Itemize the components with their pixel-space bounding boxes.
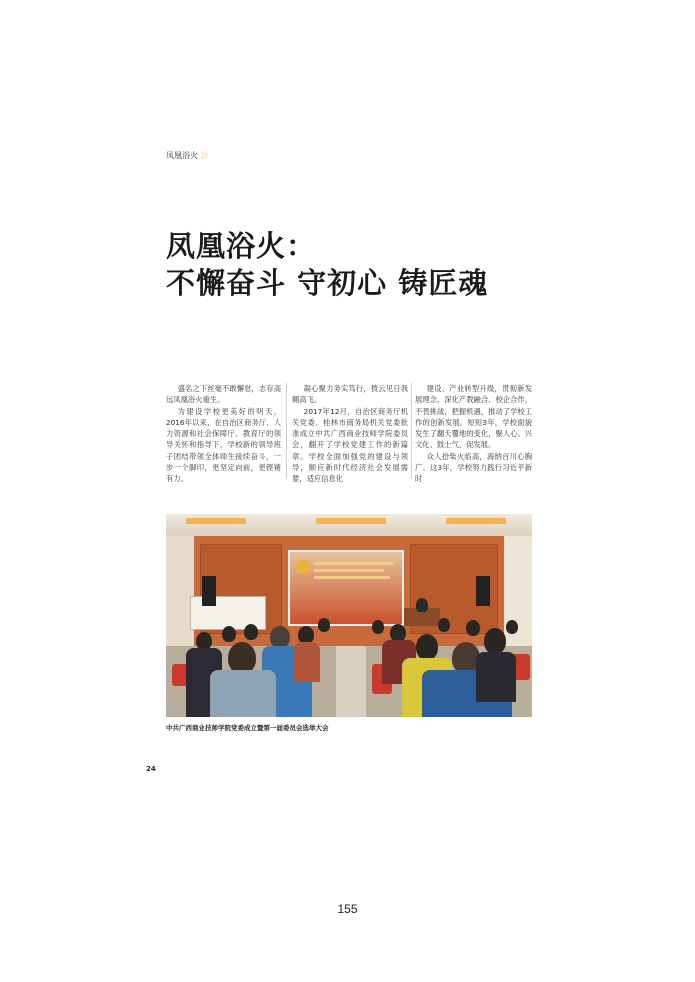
- chevron-icon: 》》: [201, 151, 211, 160]
- paragraph: 为建设学校更美好的明天，2016年以来，在自治区商务厅、人力资源和社会保障厅、教育厅的领导关怀和指导下，学校新的领导班子团结带领全体师生接续奋斗，一步一个脚印，更坚定向前，更铿锵有力。: [166, 406, 281, 484]
- paragraph: 2017年12月，自治区商务厅机关党委、桂林市商务局机关党委批准成立中共广西商业技师学院委员会，翻开了学校党建工作的新篇章。学校全面加强党的建设与领导，顺应新时代经济社会发展需要，适应信息化: [292, 406, 408, 484]
- document-page-number: 155: [337, 902, 358, 916]
- section-tag: [166, 150, 211, 161]
- paragraph: 凝心聚力务实笃行，拨云见日我翱高飞。: [292, 384, 408, 405]
- presenter: [416, 598, 428, 612]
- meeting-photo: [166, 514, 532, 717]
- paragraph: 建设、产业转型升级，贯彻新发展理念，深化产教融合、校企合作，不畏挑战，把握机遇，推动了学校工作的创新发展。短短3年，学校面貌发生了翻天覆地的变化，聚人心、兴文化、鼓士气、促发展。: [415, 384, 532, 450]
- paragraph: 众人拾柴火焰高，海纳百川心胸广。这3年，学校努力践行习近平新时: [415, 451, 532, 484]
- emblem-icon: [296, 560, 310, 574]
- column-divider: [411, 383, 412, 479]
- ceiling-light: [316, 518, 386, 524]
- section-label: 凤凰浴火: [166, 151, 198, 160]
- magazine-page-number: 24: [146, 765, 156, 773]
- title-line-1: 凤凰浴火：: [166, 229, 317, 263]
- ceiling-light: [186, 518, 246, 524]
- aisle: [336, 646, 366, 717]
- photo-caption: 中共广西商业技师学院党委成立暨第一届委员会选举大会: [166, 724, 329, 732]
- text-column-1: [166, 383, 281, 485]
- text-column-3: [415, 383, 532, 485]
- speaker-icon: [202, 576, 216, 606]
- title-line-2: 不懈奋斗 守初心 铸匠魂: [166, 266, 489, 300]
- article-title: [166, 228, 488, 302]
- projection-screen: [288, 550, 404, 626]
- text-column-2: [292, 383, 408, 485]
- ceiling-light: [446, 518, 506, 524]
- column-divider: [286, 383, 287, 479]
- speaker-icon: [476, 576, 490, 606]
- paragraph: 盛名之下丝毫不敢懈怠，志存高远凤凰浴火重生。: [166, 384, 281, 405]
